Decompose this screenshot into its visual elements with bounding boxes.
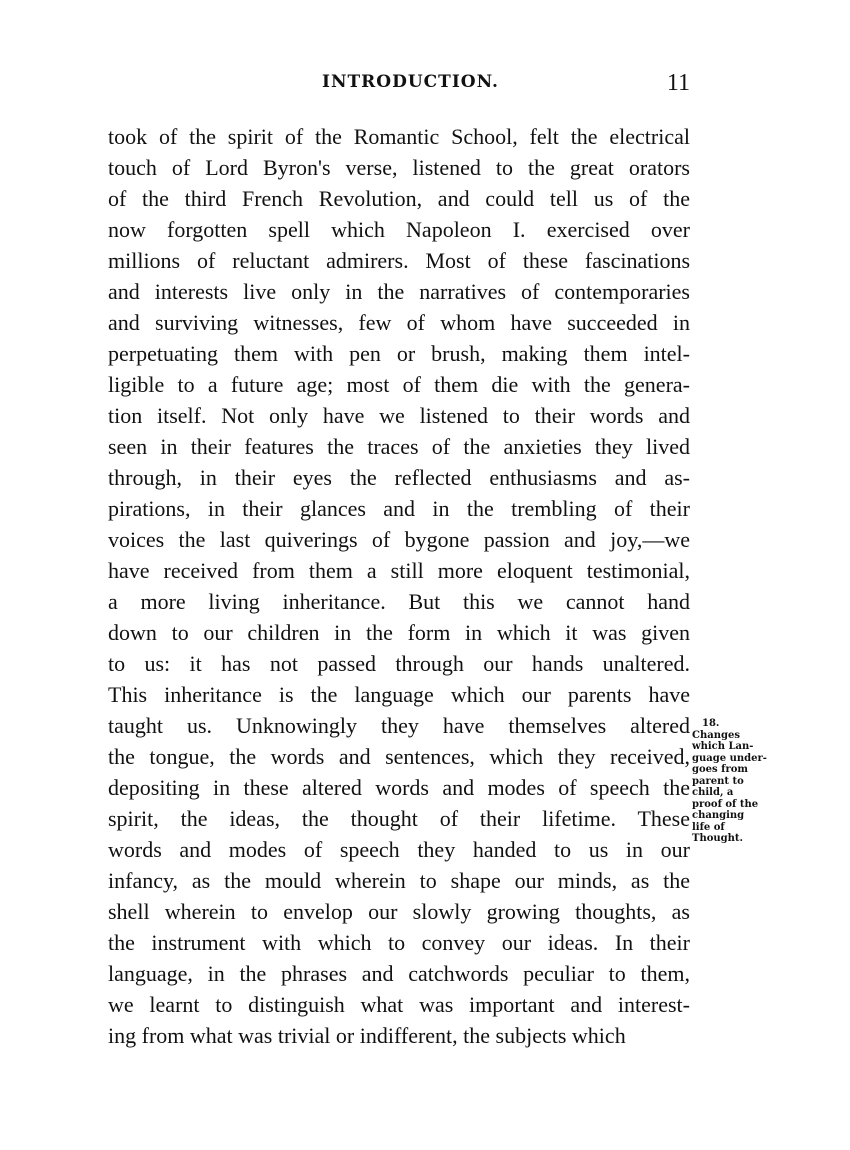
- marginal-note-line: proof of the: [692, 798, 759, 810]
- marginal-note-line: child, a: [692, 787, 734, 798]
- text-line: and surviving witnesses, few of whom have succeeded in: [108, 310, 690, 335]
- marginal-note-line: which Lan-: [692, 741, 754, 752]
- text-line: of the third French Revolution, and could tell us of the: [108, 186, 690, 211]
- text-line: touch of Lord Byron's verse, listened to the great orators: [108, 155, 690, 180]
- text-line: took of the spirit of the Romantic School, felt the electrical: [108, 124, 690, 149]
- text-line: taught us. Unknowingly they have themselves altered: [108, 713, 690, 738]
- running-head: [108, 72, 690, 102]
- text-line: infancy, as the mould wherein to shape our minds, as the: [108, 868, 690, 893]
- text-line: shell wherein to envelop our slowly growing thoughts, as: [108, 899, 690, 924]
- text-line: we learnt to distinguish what was important and interest-: [108, 992, 690, 1017]
- text-line: spirit, the ideas, the thought of their lifetime. These: [108, 806, 690, 831]
- marginal-note-line: goes from: [692, 764, 748, 775]
- text-line: to us: it has not passed through our hands unaltered.: [108, 651, 690, 676]
- text-line: millions of reluctant admirers. Most of these fascinations: [108, 248, 690, 273]
- marginal-note-line: guage under-: [692, 752, 767, 764]
- marginal-note-line: Changes: [692, 729, 740, 741]
- body-text: [108, 121, 690, 1051]
- text-line: ing from what was trivial or indifferent, the subjects which: [108, 1023, 626, 1048]
- marginal-note-line: Thought.: [692, 833, 744, 844]
- text-line: through, in their eyes the reflected enthusiasms and as-: [108, 465, 690, 490]
- text-line: down to our children in the form in which it was given: [108, 620, 690, 645]
- text-line: This inheritance is the language which our parents have: [108, 682, 690, 707]
- text-line: ligible to a future age; most of them die with the genera-: [108, 372, 690, 397]
- text-line: the instrument with which to convey our ideas. In their: [108, 930, 690, 955]
- running-title: INTRODUCTION.: [322, 72, 499, 92]
- marginal-note-line: life of: [692, 821, 725, 833]
- text-line: the tongue, the words and sentences, which they received,: [108, 744, 690, 769]
- text-line: a more living inheritance. But this we cannot hand: [108, 589, 690, 614]
- marginal-note: [692, 718, 792, 845]
- marginal-note-line: parent to: [692, 775, 744, 787]
- marginal-note-line: changing: [692, 810, 745, 821]
- text-line: voices the last quiverings of bygone passion and joy,—we: [108, 527, 690, 552]
- text-line: seen in their features the traces of the anxieties they lived: [108, 434, 690, 459]
- text-line: tion itself. Not only have we listened to their words and: [108, 403, 690, 428]
- text-line: perpetuating them with pen or brush, making them intel-: [108, 341, 690, 366]
- text-line: depositing in these altered words and modes of speech the: [108, 775, 690, 800]
- text-line: now forgotten spell which Napoleon I. exercised over: [108, 217, 690, 242]
- text-line: language, in the phrases and catchwords peculiar to them,: [108, 961, 690, 986]
- text-line: and interests live only in the narratives of contemporaries: [108, 279, 690, 304]
- marginal-note-number: 18.: [702, 718, 720, 729]
- text-line: words and modes of speech they handed to us in our: [108, 837, 690, 862]
- text-line: have received from them a still more eloquent testimonial,: [108, 558, 690, 583]
- text-line: pirations, in their glances and in the trembling of their: [108, 496, 690, 521]
- page-number: 11: [666, 70, 690, 96]
